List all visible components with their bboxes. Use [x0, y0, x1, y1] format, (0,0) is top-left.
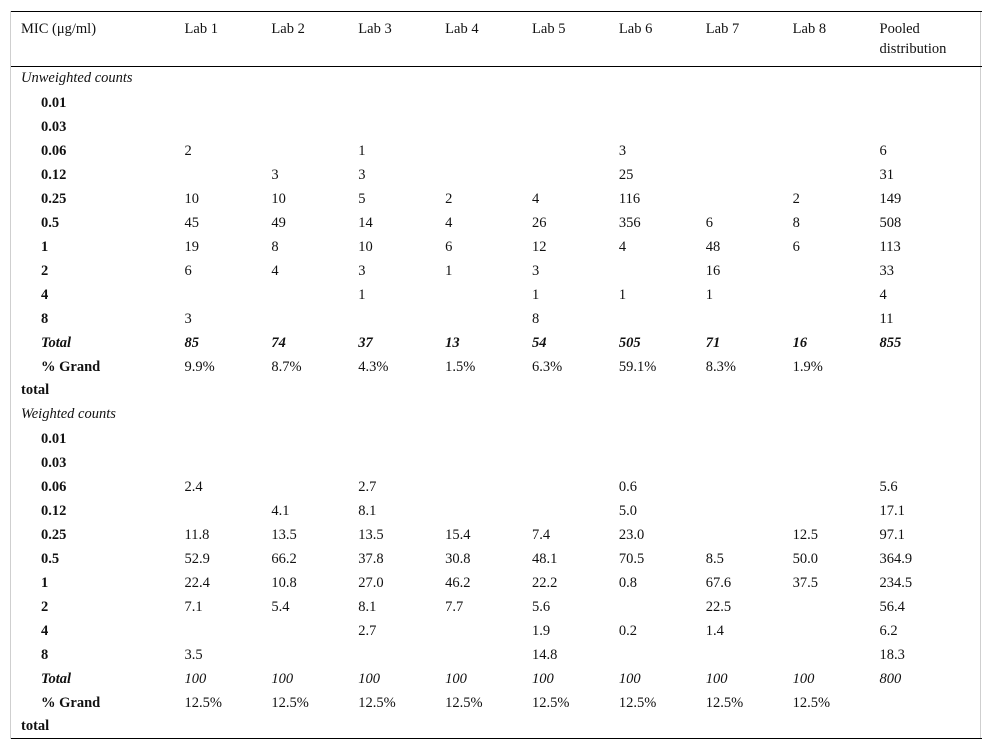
count-cell: [783, 283, 870, 307]
count-cell: [175, 619, 262, 643]
count-cell: [435, 307, 522, 331]
count-cell: 5.0: [618, 502, 638, 519]
count-cell: [435, 163, 522, 187]
count-cell: 33: [879, 262, 895, 279]
count-cell: 5.6: [532, 598, 551, 615]
total-label: Total: [41, 334, 72, 351]
count-cell: 22.4: [184, 574, 210, 591]
count-cell: [175, 163, 262, 187]
count-cell: [696, 475, 783, 499]
grand-total-label-row: [11, 715, 982, 739]
grand-cell: 12.5%: [705, 694, 744, 711]
count-cell: [435, 451, 522, 475]
count-cell: [348, 643, 435, 667]
count-cell: [175, 451, 262, 475]
mic-value: 4: [41, 622, 49, 639]
count-cell: [175, 499, 262, 523]
count-cell: 13.5: [358, 526, 384, 543]
count-cell: 0.2: [618, 622, 638, 639]
count-cell: [870, 91, 982, 115]
count-cell: [870, 451, 982, 475]
count-cell: 10: [271, 190, 286, 207]
count-cell: 0.8: [618, 574, 638, 591]
section-label: Unweighted counts: [21, 70, 133, 86]
count-cell: 356: [618, 214, 641, 231]
grand-label-continued: total: [21, 717, 50, 734]
count-cell: 6: [879, 142, 887, 159]
count-cell: 56.4: [879, 598, 905, 615]
count-cell: [435, 115, 522, 139]
count-cell: 2: [184, 142, 192, 159]
count-cell: [609, 91, 696, 115]
count-cell: 52.9: [184, 550, 210, 567]
count-cell: [261, 643, 348, 667]
count-cell: [522, 475, 609, 499]
mic-value: 8: [41, 646, 49, 663]
table-row: [11, 139, 982, 163]
grand-cell: 12.5%: [618, 694, 657, 711]
count-cell: [696, 427, 783, 451]
count-cell: 8: [271, 238, 279, 255]
count-cell: 6.2: [879, 622, 898, 639]
mic-value: 0.5: [41, 214, 60, 231]
count-cell: 2: [445, 190, 453, 207]
count-cell: 18.3: [879, 646, 905, 663]
count-cell: 11: [879, 310, 894, 327]
total-cell: 100: [618, 670, 641, 687]
count-cell: 1: [358, 142, 366, 159]
grand-cell: 59.1%: [618, 358, 657, 375]
table-row: [11, 499, 982, 523]
count-cell: [783, 427, 870, 451]
count-cell: 12.5: [792, 526, 819, 543]
grand-total-label-row: [11, 379, 982, 403]
count-cell: [783, 91, 870, 115]
count-cell: [175, 283, 262, 307]
count-cell: 1: [705, 286, 714, 303]
count-cell: [261, 619, 348, 643]
count-cell: 37.8: [358, 550, 384, 567]
count-cell: [348, 307, 435, 331]
count-cell: 10.8: [271, 574, 297, 591]
table-row: [11, 643, 982, 667]
count-cell: 2.7: [358, 478, 377, 495]
grand-label: % Grand: [41, 694, 101, 711]
count-cell: 6: [445, 238, 453, 255]
mic-value: 4: [41, 286, 49, 303]
count-cell: 10: [358, 238, 373, 255]
count-cell: 1: [618, 286, 627, 303]
total-label: Total: [41, 670, 72, 687]
count-cell: [435, 619, 522, 643]
count-cell: [783, 643, 870, 667]
count-cell: 3: [271, 166, 279, 183]
count-cell: [522, 139, 609, 163]
count-cell: 8: [532, 310, 540, 327]
count-cell: [609, 115, 696, 139]
grand-cell: 12.5%: [792, 694, 831, 711]
table-row: [11, 451, 982, 475]
mic-distribution-table: [11, 11, 982, 739]
count-cell: 14.8: [532, 646, 558, 663]
header-lab-2: Lab 2: [271, 21, 305, 37]
count-cell: [783, 451, 870, 475]
grand-cell: 4.3%: [358, 358, 389, 375]
count-cell: 12: [532, 238, 547, 255]
count-cell: 508: [879, 214, 902, 231]
table-row: [11, 619, 982, 643]
total-cell: 100: [184, 670, 207, 687]
mic-value: 0.25: [41, 526, 67, 543]
mic-value: 0.5: [41, 550, 60, 567]
table-row: [11, 307, 982, 331]
count-cell: 0.6: [618, 478, 638, 495]
count-cell: 113: [879, 238, 901, 255]
section-header-weighted: [11, 403, 982, 427]
grand-cell: [870, 691, 982, 715]
count-cell: [261, 307, 348, 331]
count-cell: [348, 427, 435, 451]
mic-value: 0.01: [41, 94, 67, 111]
count-cell: [435, 643, 522, 667]
count-cell: [609, 259, 696, 283]
count-cell: 6: [792, 238, 800, 255]
count-cell: 7.7: [445, 598, 464, 615]
count-cell: 364.9: [879, 550, 913, 567]
grand-label: % Grand: [41, 358, 101, 375]
count-cell: 50.0: [792, 550, 819, 567]
grand-cell: 12.5%: [271, 694, 309, 711]
count-cell: [261, 139, 348, 163]
count-cell: 15.4: [445, 526, 471, 543]
count-cell: 22.2: [532, 574, 558, 591]
table-body: [11, 67, 982, 739]
mic-value: 0.06: [41, 478, 67, 495]
total-cell: 71: [705, 334, 721, 351]
count-cell: 30.8: [445, 550, 471, 567]
count-cell: 13.5: [271, 526, 297, 543]
count-cell: 1.9: [532, 622, 551, 639]
grand-cell: 1.9%: [792, 358, 823, 375]
count-cell: 48: [705, 238, 721, 255]
total-cell: 800: [879, 670, 902, 687]
count-cell: 6: [705, 214, 714, 231]
count-cell: [609, 307, 696, 331]
count-cell: [261, 115, 348, 139]
total-cell: 100: [532, 670, 554, 687]
mic-value: 0.12: [41, 166, 67, 183]
grand-cell: 1.5%: [445, 358, 476, 375]
mic-value: 0.03: [41, 454, 67, 471]
count-cell: [696, 451, 783, 475]
total-cell: 100: [445, 670, 467, 687]
count-cell: 3: [532, 262, 540, 279]
section-header-unweighted: [11, 67, 982, 91]
grand-cell: 12.5%: [184, 694, 222, 711]
table-container: [10, 11, 981, 739]
count-cell: 48.1: [532, 550, 558, 567]
grand-cell: 12.5%: [445, 694, 483, 711]
mic-value: 0.12: [41, 502, 67, 519]
grand-cell: 9.9%: [184, 358, 215, 375]
count-cell: 3: [358, 166, 366, 183]
count-cell: 97.1: [879, 526, 905, 543]
count-cell: [870, 427, 982, 451]
count-cell: 1: [445, 262, 453, 279]
table-row: [11, 187, 982, 211]
mic-value: 0.25: [41, 190, 67, 207]
count-cell: 19: [184, 238, 200, 255]
count-cell: [435, 499, 522, 523]
count-cell: 116: [618, 190, 641, 207]
count-cell: [609, 643, 696, 667]
count-cell: [522, 427, 609, 451]
count-cell: [609, 427, 696, 451]
count-cell: 2.7: [358, 622, 377, 639]
count-cell: [435, 475, 522, 499]
grand-label-continued: total: [21, 381, 50, 398]
total-cell: 100: [792, 670, 815, 687]
header-lab-5: Lab 5: [532, 21, 566, 37]
count-cell: 4: [879, 286, 887, 303]
count-cell: 7.1: [184, 598, 203, 615]
count-cell: [522, 163, 609, 187]
count-cell: [783, 115, 870, 139]
count-cell: 8.5: [705, 550, 724, 567]
count-cell: 4: [271, 262, 279, 279]
header-mic: MIC (μg/ml): [21, 21, 97, 37]
table-row: [11, 523, 982, 547]
count-cell: [609, 595, 696, 619]
count-cell: 5.6: [879, 478, 898, 495]
count-cell: [261, 91, 348, 115]
count-cell: [261, 427, 348, 451]
total-cell: 54: [532, 334, 547, 351]
table-row: [11, 571, 982, 595]
count-cell: [696, 91, 783, 115]
count-cell: 4: [618, 238, 627, 255]
count-cell: 1: [532, 286, 540, 303]
count-cell: [435, 427, 522, 451]
grand-cell: 8.7%: [271, 358, 302, 375]
table-row: [11, 283, 982, 307]
count-cell: [348, 451, 435, 475]
count-cell: 67.6: [705, 574, 732, 591]
grand-cell: 6.3%: [532, 358, 563, 375]
table-row: [11, 91, 982, 115]
count-cell: [783, 163, 870, 187]
count-cell: 31: [879, 166, 895, 183]
count-cell: 70.5: [618, 550, 645, 567]
total-cell: 16: [792, 334, 808, 351]
total-row: [11, 667, 982, 691]
total-cell: 37: [358, 334, 373, 351]
count-cell: 10: [184, 190, 200, 207]
table-row: [11, 475, 982, 499]
grand-cell: 12.5%: [532, 694, 570, 711]
count-cell: 26: [532, 214, 547, 231]
count-cell: [783, 259, 870, 283]
count-cell: [696, 187, 783, 211]
count-cell: 2.4: [184, 478, 203, 495]
count-cell: [348, 91, 435, 115]
count-cell: 14: [358, 214, 373, 231]
count-cell: [435, 91, 522, 115]
table-row: [11, 595, 982, 619]
count-cell: 23.0: [618, 526, 645, 543]
count-cell: 16: [705, 262, 721, 279]
count-cell: 7.4: [532, 526, 551, 543]
count-cell: [870, 115, 982, 139]
grand-cell: 12.5%: [358, 694, 396, 711]
count-cell: [783, 595, 870, 619]
count-cell: 1: [358, 286, 366, 303]
count-cell: [435, 283, 522, 307]
count-cell: 3: [184, 310, 192, 327]
table-row: [11, 115, 982, 139]
count-cell: 37.5: [792, 574, 819, 591]
count-cell: 25: [618, 166, 634, 183]
mic-value: 0.03: [41, 118, 67, 135]
mic-value: 1: [41, 574, 49, 591]
table-row: [11, 259, 982, 283]
count-cell: 49: [271, 214, 286, 231]
grand-total-row: [11, 691, 982, 715]
grand-cell: 8.3%: [705, 358, 736, 375]
count-cell: [175, 427, 262, 451]
total-cell: 505: [618, 334, 641, 351]
total-cell: 100: [271, 670, 294, 687]
count-cell: 17.1: [879, 502, 905, 519]
count-cell: [783, 619, 870, 643]
table-row: [11, 163, 982, 187]
count-cell: [783, 139, 870, 163]
header-lab-7: Lab 7: [705, 21, 740, 37]
total-cell: 100: [358, 670, 381, 687]
count-cell: 3: [358, 262, 366, 279]
count-cell: [261, 283, 348, 307]
count-cell: [696, 643, 783, 667]
mic-value: 2: [41, 262, 49, 279]
count-cell: 8.1: [358, 502, 377, 519]
total-cell: 85: [184, 334, 200, 351]
count-cell: [783, 475, 870, 499]
mic-value: 2: [41, 598, 49, 615]
count-cell: [696, 307, 783, 331]
grand-cell: [870, 355, 982, 379]
count-cell: [175, 91, 262, 115]
count-cell: 3.5: [184, 646, 203, 663]
count-cell: [522, 115, 609, 139]
header-lab-8: Lab 8: [792, 21, 827, 37]
count-cell: 66.2: [271, 550, 297, 567]
header-lab-4: Lab 4: [445, 21, 479, 37]
total-cell: 13: [445, 334, 460, 351]
total-cell: 74: [271, 334, 286, 351]
mic-value: 8: [41, 310, 49, 327]
count-cell: [522, 451, 609, 475]
mic-value: 0.01: [41, 430, 67, 447]
count-cell: 4: [445, 214, 453, 231]
count-cell: [696, 499, 783, 523]
table-row: [11, 211, 982, 235]
count-cell: [261, 475, 348, 499]
count-cell: 11.8: [184, 526, 210, 543]
mic-value: 0.06: [41, 142, 67, 159]
count-cell: 22.5: [705, 598, 732, 615]
section-label: Weighted counts: [21, 405, 116, 422]
count-cell: [696, 115, 783, 139]
header-lab-3: Lab 3: [358, 21, 392, 37]
count-cell: 45: [184, 214, 200, 231]
header-pooled: Pooled distribution: [879, 21, 947, 57]
mic-value: 1: [41, 238, 49, 255]
grand-total-row: [11, 355, 982, 379]
count-cell: 5.4: [271, 598, 290, 615]
count-cell: 149: [879, 190, 902, 207]
count-cell: 4.1: [271, 502, 290, 519]
count-cell: 1.4: [705, 622, 724, 639]
count-cell: 5: [358, 190, 366, 207]
count-cell: [522, 91, 609, 115]
header-lab-1: Lab 1: [184, 21, 218, 37]
count-cell: [261, 451, 348, 475]
count-cell: [783, 499, 870, 523]
count-cell: [783, 307, 870, 331]
count-cell: 6: [184, 262, 192, 279]
count-cell: [522, 499, 609, 523]
count-cell: 2: [792, 190, 800, 207]
count-cell: [696, 163, 783, 187]
count-cell: 46.2: [445, 574, 471, 591]
total-row: [11, 331, 982, 355]
count-cell: [435, 139, 522, 163]
count-cell: 8: [792, 214, 800, 231]
count-cell: [609, 451, 696, 475]
count-cell: [696, 139, 783, 163]
count-cell: [175, 115, 262, 139]
total-cell: 855: [879, 334, 902, 351]
table-row: [11, 547, 982, 571]
table-row: [11, 235, 982, 259]
header-row: [11, 12, 982, 67]
total-cell: 100: [705, 670, 728, 687]
count-cell: 27.0: [358, 574, 384, 591]
count-cell: 8.1: [358, 598, 377, 615]
header-lab-6: Lab 6: [618, 21, 653, 37]
count-cell: 234.5: [879, 574, 913, 591]
count-cell: 3: [618, 142, 627, 159]
table-row: [11, 427, 982, 451]
count-cell: [696, 523, 783, 547]
count-cell: [348, 115, 435, 139]
count-cell: 4: [532, 190, 540, 207]
